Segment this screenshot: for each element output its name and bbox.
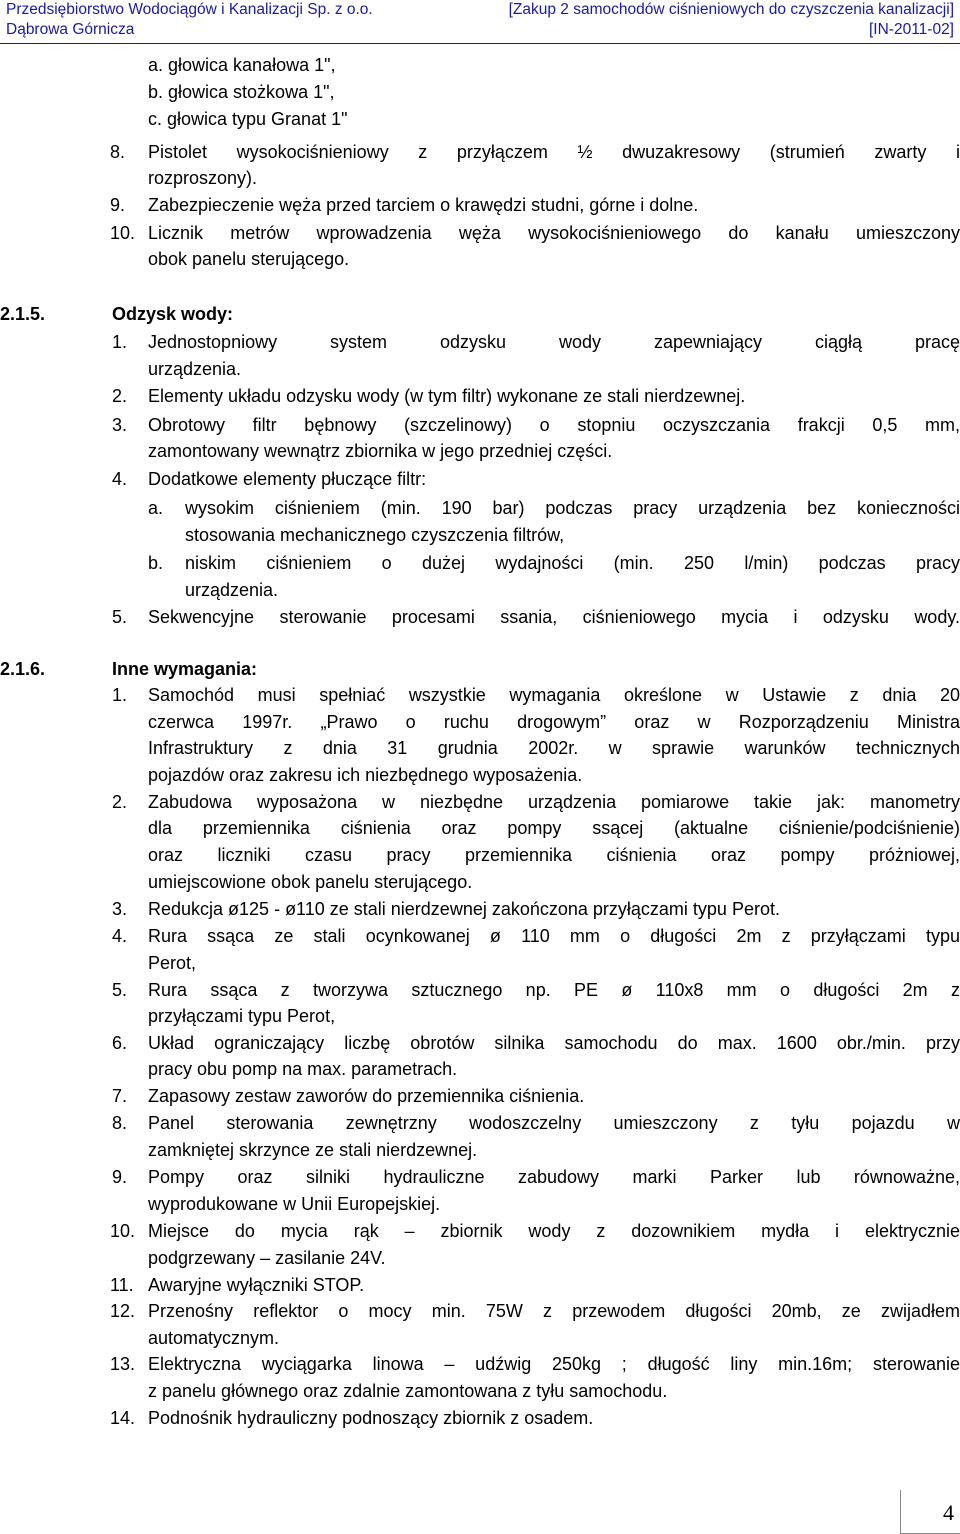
text-line: Podnośnik hydrauliczny podnoszący zbiornik z osadem. xyxy=(148,1408,594,1428)
text-line: Układ ograniczający liczbę obrotów silnika samochodu do max. 1600 obr./min. przy xyxy=(148,1033,960,1053)
text-line: 6. xyxy=(112,1033,128,1053)
text-line: 14. xyxy=(110,1408,136,1428)
text-line: urządzenia. xyxy=(185,580,279,600)
text-line: rozproszony). xyxy=(148,168,258,188)
text-line: 7. xyxy=(112,1086,128,1106)
text-line: zamontowany wewnątrz zbiornika w jego przedniej części. xyxy=(148,441,613,461)
text-line: czerwca 1997r. „Prawo o ruchu drogowym” oraz w Rozporządzeniu Ministra xyxy=(148,712,960,732)
text-line: wyprodukowane w Unii Europejskiej. xyxy=(148,1194,441,1214)
text-line: b. głowica stożkowa 1", xyxy=(148,82,335,102)
text-line: podgrzewany – zasilanie 24V. xyxy=(148,1248,386,1268)
text-line: Rura ssąca ze stali ocynkowanej ø 110 mm o długości 2m z przyłączami typu xyxy=(148,926,960,946)
header-company: Przedsiębiorstwo Wodociągów i Kanalizacji Sp. z o.o. xyxy=(6,1,373,18)
text-line: 13. xyxy=(110,1354,136,1374)
text-line: Perot, xyxy=(148,953,197,973)
text-line: pracy obu pomp na max. parametrach. xyxy=(148,1059,458,1079)
text-line: 3. xyxy=(112,899,128,919)
text-line: Przenośny reflektor o mocy min. 75W z przewodem długości 20mb, ze zwijadłem xyxy=(148,1301,960,1321)
page-number-rule-vertical xyxy=(900,1490,901,1534)
text-line: Pompy oraz silniki hydrauliczne zabudowy marki Parker lub równoważne, xyxy=(148,1167,960,1187)
header-rule xyxy=(0,43,960,44)
text-line: 2.1.6. xyxy=(0,659,46,679)
text-line: 9. xyxy=(110,195,126,215)
text-line: 10. xyxy=(110,223,136,243)
text-line: 10. xyxy=(110,1221,136,1241)
text-line: Rura ssąca z tworzywa sztucznego np. PE ø 110x8 mm o długości 2m z xyxy=(148,980,960,1000)
text-line: 8. xyxy=(112,1113,128,1133)
text-line: 3. xyxy=(112,415,128,435)
text-line: urządzenia. xyxy=(148,359,242,379)
text-line: 4. xyxy=(112,926,128,946)
text-line: 2.1.5. xyxy=(0,304,46,324)
text-line: oraz liczniki czasu pracy przemiennika ciśnienia oraz pompy próżniowej, xyxy=(148,845,960,865)
text-line: 5. xyxy=(112,980,128,1000)
text-line: c. głowica typu Granat 1" xyxy=(148,109,348,129)
text-line: 8. xyxy=(110,142,126,162)
text-line: niskim ciśnieniem o dużej wydajności (min. 250 l/min) podczas pracy xyxy=(185,553,960,573)
text-line: b. xyxy=(148,553,164,573)
text-line: obok panelu sterującego. xyxy=(148,249,350,269)
text-line: Miejsce do mycia rąk – zbiornik wody z dozownikiem mydła i elektrycznie xyxy=(148,1221,960,1241)
text-line: dla przemiennika ciśnienia oraz pompy ssącej (aktualne ciśnienie/podciśnienie) xyxy=(148,818,960,838)
text-line: Dodatkowe elementy płuczące filtr: xyxy=(148,469,427,489)
text-line: Obrotowy filtr bębnowy (szczelinowy) o stopniu oczyszczania frakcji 0,5 mm, xyxy=(148,415,960,435)
page-number: 4 xyxy=(943,1500,954,1525)
header-city: Dąbrowa Górnicza xyxy=(6,21,135,38)
text-line: umiejscowione obok panelu sterującego. xyxy=(148,872,473,892)
text-line: wysokim ciśnieniem (min. 190 bar) podczas pracy urządzenia bez konieczności xyxy=(185,498,960,518)
text-line: stosowania mechanicznego czyszczenia filtrów, xyxy=(185,525,565,545)
text-line: Zabudowa wyposażona w niezbędne urządzenia pomiarowe takie jak: manometry xyxy=(148,792,960,812)
text-line: zamkniętej skrzynce ze stali nierdzewnej. xyxy=(148,1140,478,1160)
text-line: Odzysk wody: xyxy=(112,304,234,324)
text-line: pojazdów oraz zakresu ich niezbędnego wyposażenia. xyxy=(148,765,583,785)
text-line: Zapasowy zestaw zaworów do przemiennika ciśnienia. xyxy=(148,1086,585,1106)
text-line: 4. xyxy=(112,469,128,489)
text-line: Inne wymagania: xyxy=(112,659,258,679)
text-line: 1. xyxy=(112,685,128,705)
text-line: 12. xyxy=(110,1301,136,1321)
text-line: Elementy układu odzysku wody (w tym filtr) wykonane ze stali nierdzewnej. xyxy=(148,386,746,406)
text-line: Samochód musi spełniać wszystkie wymagania określone w Ustawie z dnia 20 xyxy=(148,685,960,705)
text-line: Licznik metrów wprowadzenia węża wysokociśnieniowego do kanału umieszczony xyxy=(148,223,960,243)
text-line: Awaryjne wyłączniki STOP. xyxy=(148,1275,365,1295)
text-line: automatycznym. xyxy=(148,1328,280,1348)
text-line: 1. xyxy=(112,332,128,352)
header-document-title: [Zakup 2 samochodów ciśnieniowych do czyszczenia kanalizacji] xyxy=(508,1,954,18)
text-line: 11. xyxy=(110,1275,134,1295)
text-line: a. głowica kanałowa 1", xyxy=(148,55,336,75)
text-line: Jednostopniowy system odzysku wody zapewniający ciągłą pracę xyxy=(148,332,960,352)
text-line: z panelu głównego oraz zdalnie zamontowana z tyłu samochodu. xyxy=(148,1381,668,1401)
text-line: Sekwencyjne sterowanie procesami ssania, ciśnieniowego mycia i odzysku wody. xyxy=(148,607,960,627)
header-document-code: [IN-2011-02] xyxy=(868,21,954,38)
text-line: Panel sterowania zewnętrzny wodoszczelny umieszczony z tyłu pojazdu w xyxy=(148,1113,960,1133)
text-line: Infrastruktury z dnia 31 grudnia 2002r. w sprawie warunków technicznych xyxy=(148,738,960,758)
text-line: przyłączami typu Perot, xyxy=(148,1006,336,1026)
text-line: Pistolet wysokociśnieniowy z przyłączem ½ dwuzakresowy (strumień zwarty i xyxy=(148,142,960,162)
text-line: 9. xyxy=(112,1167,128,1187)
text-line: Elektryczna wyciągarka linowa – udźwig 250kg ; długość liny min.16m; sterowanie xyxy=(148,1354,960,1374)
page-header xyxy=(0,0,960,44)
text-line: Zabezpieczenie węża przed tarciem o krawędzi studni, górne i dolne. xyxy=(148,195,699,215)
text-line: a. xyxy=(148,498,164,518)
text-line: 5. xyxy=(112,607,128,627)
text-line: Redukcja ø125 - ø110 ze stali nierdzewnej zakończona przyłączami typu Perot. xyxy=(148,899,780,919)
text-line: 2. xyxy=(112,386,128,406)
text-line: 2. xyxy=(112,792,128,812)
